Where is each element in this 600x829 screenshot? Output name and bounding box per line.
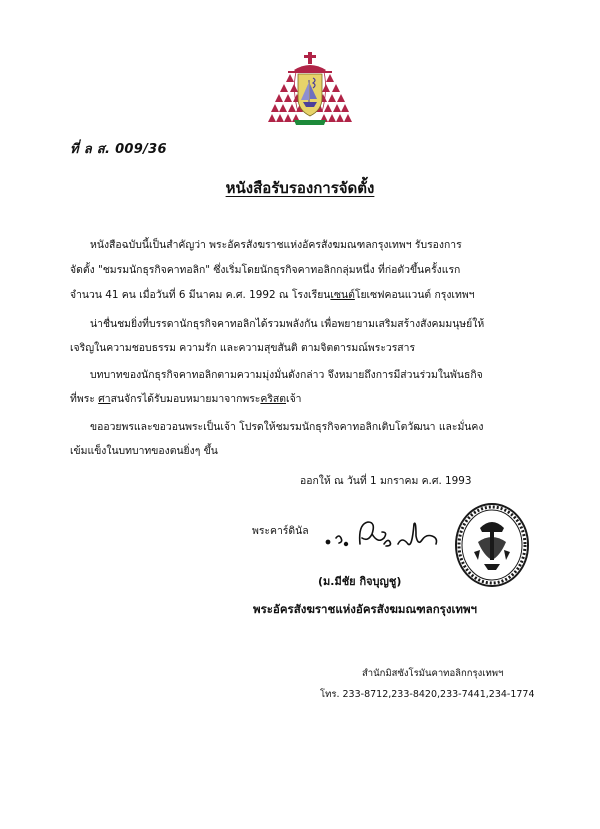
body-line-1: หนังสือฉบับนี้เป็นสำคัญว่า พระอัครสังฆราชแห่งอัครสังฆมณฑลกรุงเทพฯ รับรองการ [90, 239, 462, 251]
body-line-7: ที่พระ ศาสนจักรได้รับมอบหมายมาจากพระคริสตเจ้า [70, 393, 302, 405]
body-line-3: จำนวน 41 คน เมื่อวันที่ 6 มีนาคม ค.ศ. 1992 ณ โรงเรียนเซนต์โยเซฟคอนแวนต์ กรุงเทพฯ [70, 289, 475, 301]
phone-numbers: โทร. 233-8712,233-8420,233-7441,234-1774 [320, 689, 535, 700]
body-line-9: เข้มแข็งในบทบาทของตนยิ่งๆ ขึ้น [70, 445, 218, 457]
body-line-5: เจริญในความชอบธรรม ความรัก และความสุขสันติ ตามจิตตารมณ์พระวรสาร [70, 342, 416, 354]
body-line-8: ขออวยพรและขอวอนพระเป็นเจ้า โปรดให้ชมรมนักธุรกิจคาทอลิกเติบโตวัฒนา และมั่นคง [90, 421, 484, 433]
body-line-2: จัดตั้ง "ชมรมนักธุรกิจคาทอลิก" ซึ่งเริ่มโดยนักธุรกิจคาทอลิกกลุ่มหนึ่ง ที่ก่อตัวขึ้นครั้งแรก [70, 264, 461, 276]
official-seal-stamp-icon [454, 502, 530, 588]
signer-name: (ม.มีชัย กิจบุญชู) [318, 575, 402, 588]
cardinal-label: พระคาร์ดินัล [252, 525, 309, 537]
body-line-6: บทบาทของนักธุรกิจคาทอลิกตามความมุ่งมั่นดังกล่าว จึงหมายถึงการมีส่วนร่วมในพันธกิจ [90, 369, 483, 381]
issue-date: ออกให้ ณ วันที่ 1 มกราคม ค.ศ. 1993 [300, 475, 472, 487]
handwritten-signature-icon [322, 514, 440, 554]
document-title: หนังสือรับรองการจัดตั้ง [225, 179, 375, 197]
reference-number: ที่ ล ส. 009/36 [70, 142, 167, 157]
office-name: สำนักมิสซังโรมันคาทอลิกกรุงเทพฯ [362, 668, 504, 679]
archbishop-coat-of-arms-icon [268, 50, 352, 134]
body-line-4: น่าชื่นชมยิ่งที่บรรดานักธุรกิจคาทอลิกได้รวมพลังกัน เพื่อพยายามเสริมสร้างสังคมมนุษย์ให้ [90, 318, 485, 330]
signer-position: พระอัครสังฆราชแห่งอัครสังฆมณฑลกรุงเทพฯ [253, 602, 478, 616]
